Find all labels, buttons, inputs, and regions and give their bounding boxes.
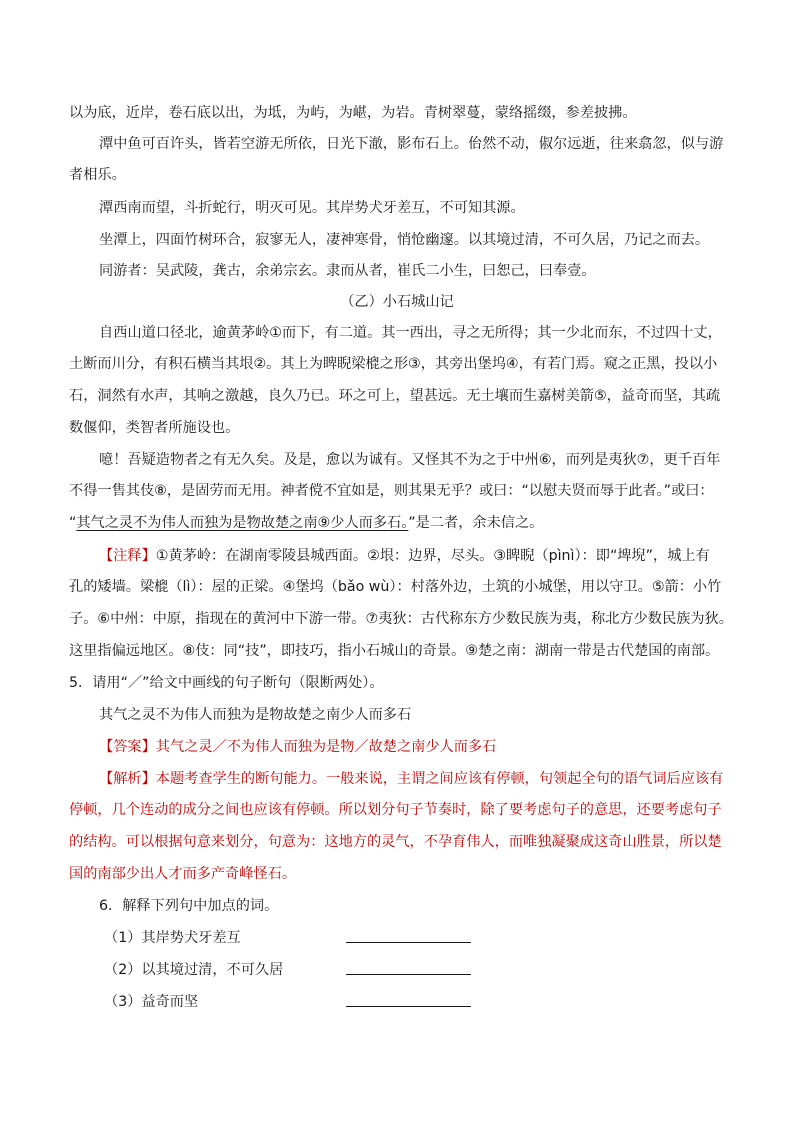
passage-jia-line: 者相乐。 bbox=[69, 167, 126, 183]
answer-blank[interactable] bbox=[346, 974, 471, 975]
passage-yi-last-line bbox=[69, 513, 729, 533]
question-5-analysis-line: 的结构。可以根据句意来划分，句意为：这地方的灵气，不孕育伟人，而唯独凝聚成这奇山胜景，所以楚 bbox=[69, 834, 722, 850]
close-quote-text: ”是二者，余未信之。 bbox=[408, 515, 544, 531]
passage-yi-title: （乙）小石城山记 bbox=[340, 294, 454, 310]
passage-yi-line: 石，洞然有水声，其响之激越，良久乃已。环之可上，望甚远。无土壤而生嘉树美箭⑤，益奇而坚，其疏 bbox=[69, 388, 721, 404]
question-5-analysis-first bbox=[99, 769, 729, 789]
passage-jia-line: 潭中鱼可百许头，皆若空游无所依，日光下澈，影布石上。佁然不动，俶尔远逝，往来翕忽，似与游 bbox=[99, 136, 724, 152]
passage-yi-line: 自西山道口径北，逾黄茅岭①而下，有二道。其一西出，寻之无所得；其一少北而东，不过四十丈， bbox=[99, 325, 722, 341]
answer-label: 【答案】 bbox=[99, 739, 156, 755]
question-6-item: （1）其岸势犬牙差互 bbox=[104, 930, 241, 946]
answer-text: 其气之灵／不为伟人而独为是物／故楚之南少人而多石 bbox=[155, 739, 497, 755]
passage-yi-line: 不得一售其伎⑧，是固劳而无用。神者傥不宜如是，则其果无乎？或曰：“以慰夫贤而辱于此者。”或曰： bbox=[69, 483, 714, 499]
underlined-sentence: 其气之灵不为伟人而独为是物故楚之南⑨少人而多石。 bbox=[76, 515, 409, 531]
question-6-item: （3）益奇而坚 bbox=[104, 994, 199, 1010]
passage-yi-line: 数偃仰，类智者所施设也。 bbox=[69, 420, 240, 436]
question-5-analysis-line: 国的南部少出人才而多产奇峰怪石。 bbox=[69, 866, 297, 882]
notes-line: 这里指偏远地区。⑧伎：同“技”，即技巧，指小石城山的奇景。⑨楚之南：湖南一带是古代楚国的南部。 bbox=[69, 643, 720, 659]
notes-line: 孔的矮墙。梁㮰（lì）：屋的正梁。④堡坞（bǎo wù）：村落外边，土筑的小城堡，用以守卫。⑤箭：小竹 bbox=[69, 579, 722, 595]
answer-blank[interactable] bbox=[346, 1006, 471, 1007]
passage-jia-line: 潭西南而望，斗折蛇行，明灭可见。其岸势犬牙差互，不可知其源。 bbox=[99, 200, 525, 216]
question-6-item: （2）以其境过清，不可久居 bbox=[104, 962, 284, 978]
passage-jia-line: 以为底，近岸，卷石底以出，为坻，为屿，为嵁，为岩。青树翠蔓，蒙络摇缀，参差披拂。 bbox=[69, 105, 637, 121]
passage-yi-line: 土断而川分，有积石横当其垠②。其上为睥睨梁㮰之形③，其旁出堡坞④，有若门焉。窥之正黑，投以小 bbox=[69, 356, 718, 372]
open-quote: “ bbox=[69, 515, 77, 531]
notes-line: 子。⑥中州：中原，指现在的黄河中下游一带。⑦夷狄：古代称东方少数民族为夷，称北方少数民族为狄。 bbox=[69, 611, 733, 627]
question-5-prompt: 5．请用“／”给文中画线的句子断句（限断两处）。 bbox=[69, 675, 384, 691]
notes-line-first bbox=[99, 546, 729, 566]
notes-text: ①黄茅岭：在湖南零陵县城西面。②垠：边界，尽头。③睥睨（pìnì）：即“埤堄”，城上有 bbox=[155, 548, 710, 564]
question-6-prompt: 6．解释下列句中加点的词。 bbox=[99, 898, 279, 914]
question-5-analysis-line: 停顿，几个连动的成分之间也应该有停顿。所以划分句子节奏时，除了要考虑句子的意思，还要考虑句子 bbox=[69, 802, 722, 818]
passage-yi-line: 噫！吾疑造物者之有无久矣。及是，愈以为诚有。又怪其不为之于中州⑥，而列是夷狄⑦，更千百年 bbox=[99, 452, 721, 468]
analysis-text: 本题考查学生的断句能力。一般来说，主谓之间应该有停顿，句领起全句的语气词后应该有 bbox=[155, 771, 724, 787]
analysis-label: 【解析】 bbox=[99, 771, 156, 787]
notes-label: 【注释】 bbox=[99, 548, 156, 564]
answer-blank[interactable] bbox=[346, 942, 471, 943]
question-5-sentence: 其气之灵不为伟人而独为是物故楚之南少人而多石 bbox=[99, 707, 412, 723]
question-5-answer bbox=[99, 737, 729, 757]
passage-jia-line: 坐潭上，四面竹树环合，寂寥无人，凄神寒骨，悄怆幽邃。以其境过清，不可久居，乃记之而去。 bbox=[99, 232, 710, 248]
passage-jia-line: 同游者：吴武陵，龚古，余弟宗玄。隶而从者，崔氏二小生，曰恕己，曰奉壹。 bbox=[99, 263, 596, 279]
